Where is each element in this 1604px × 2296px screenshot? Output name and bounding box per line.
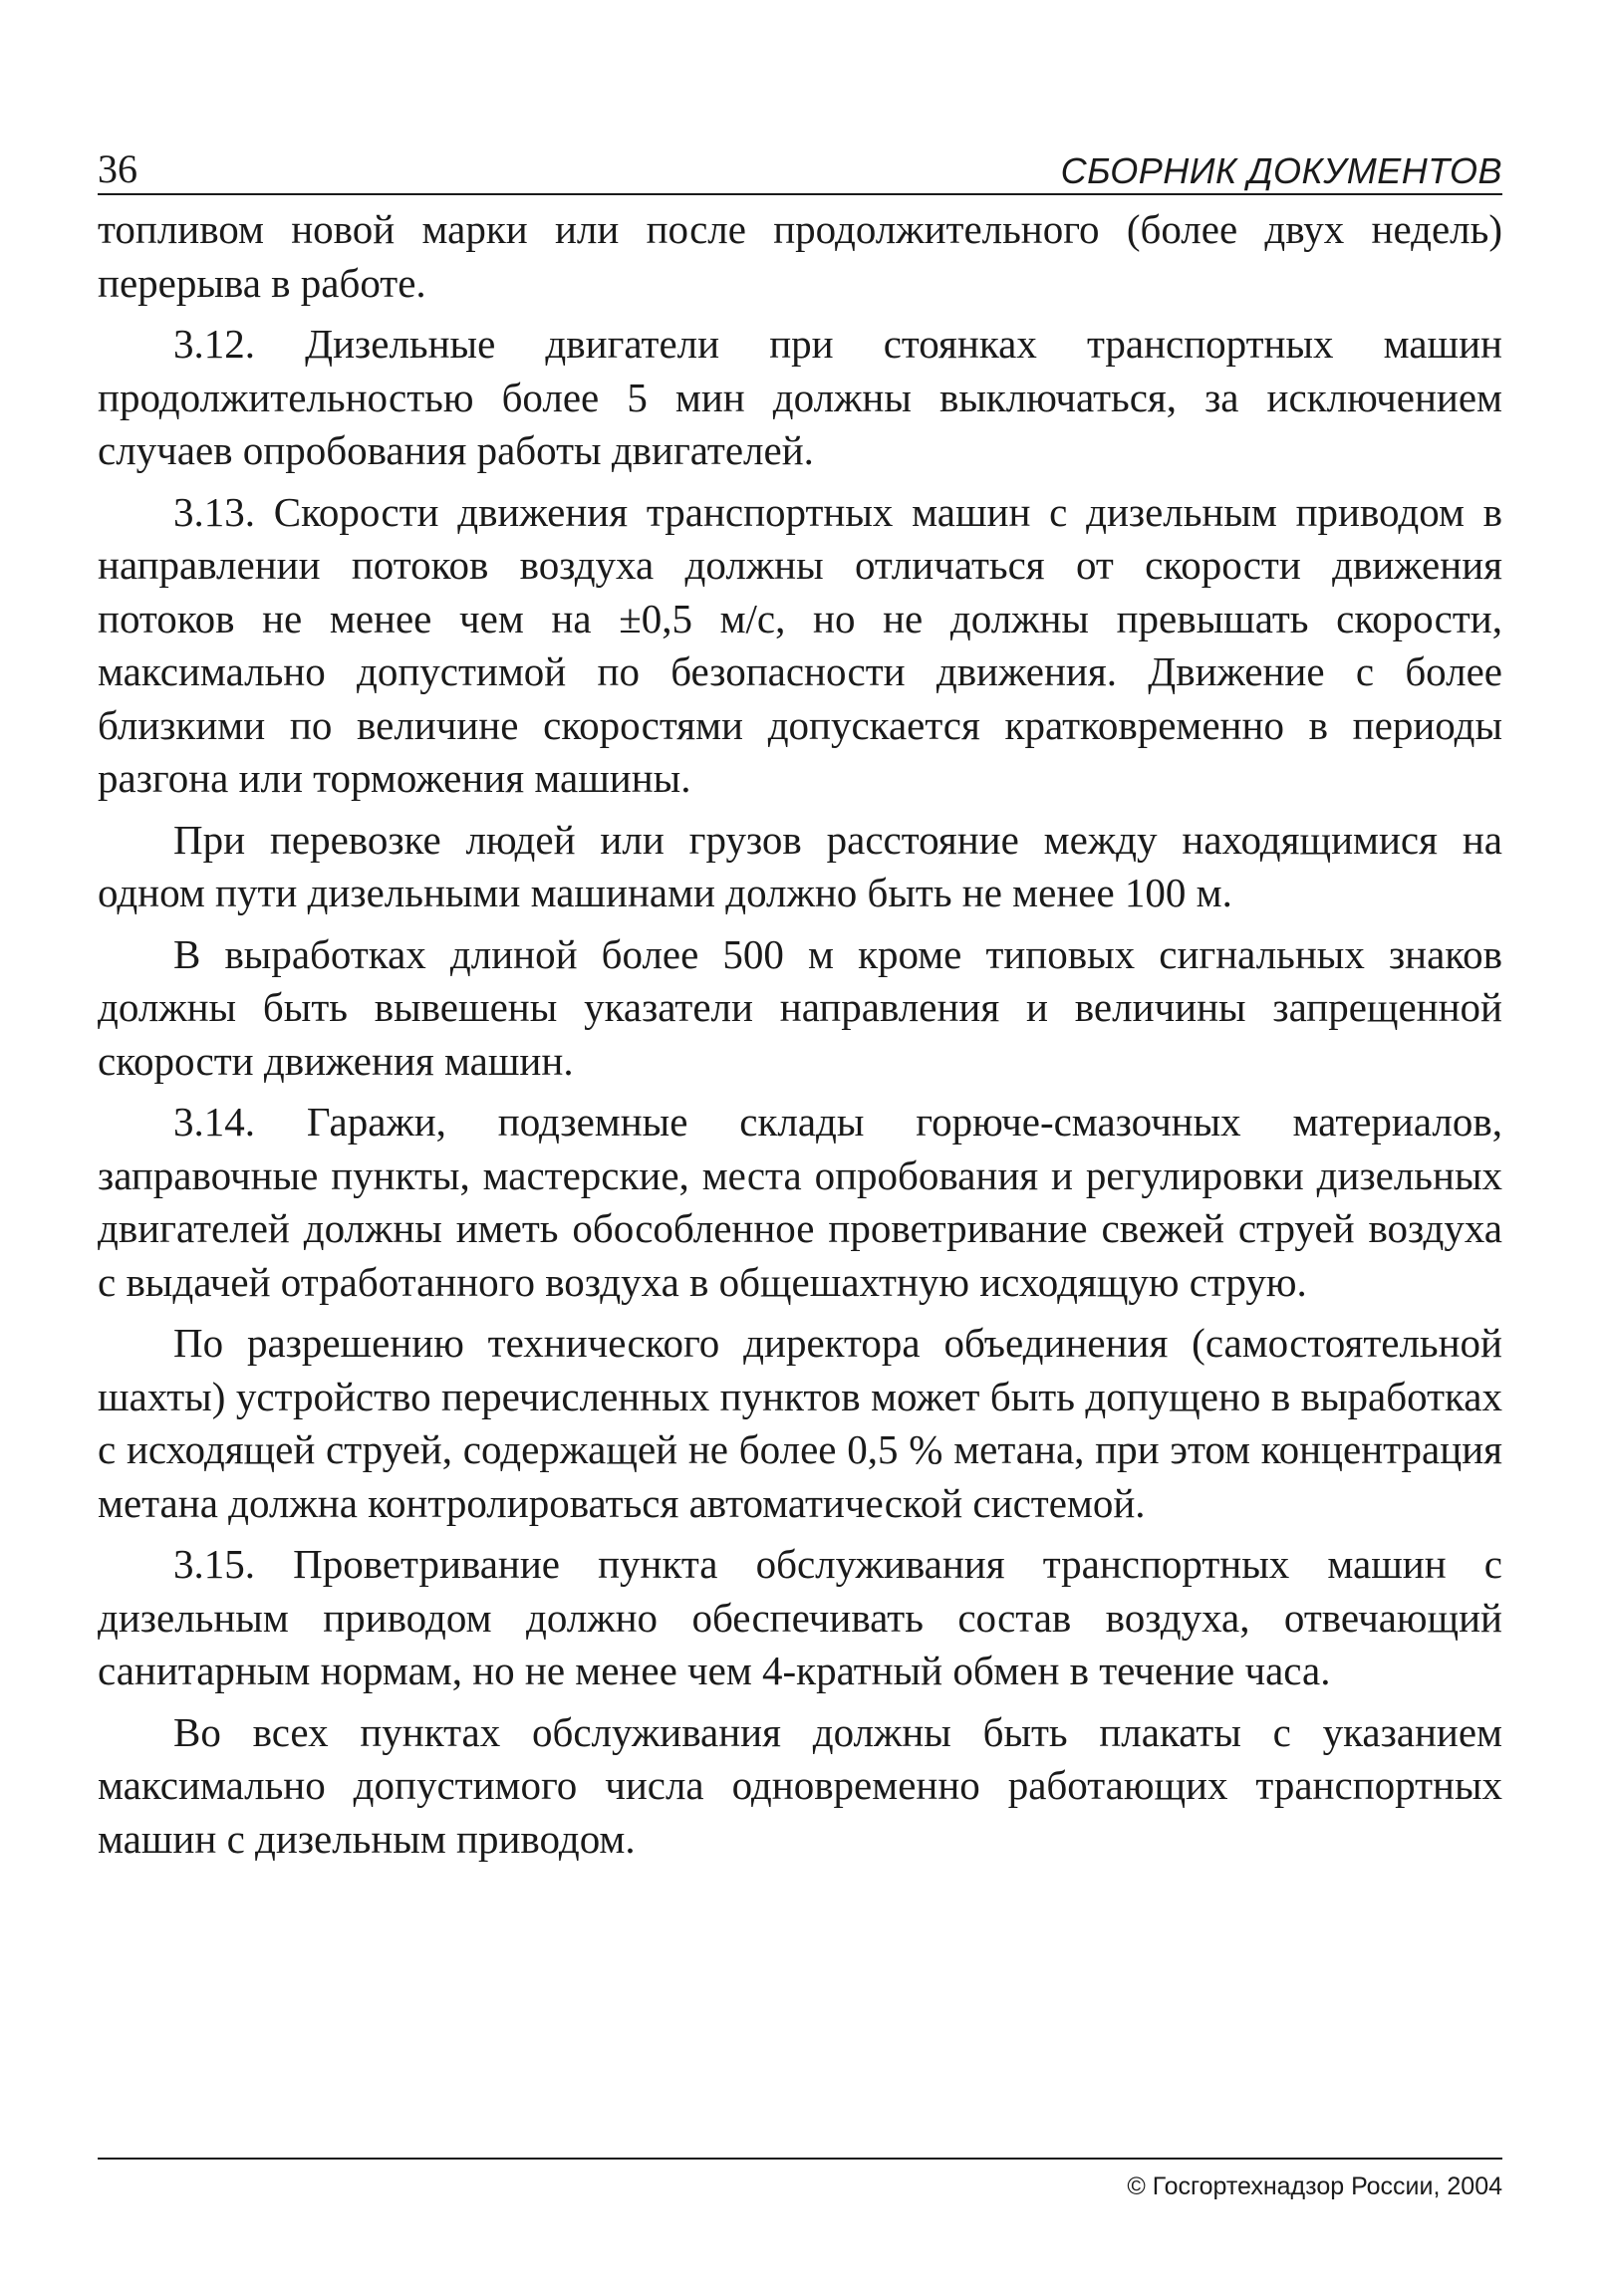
copyright-notice: © Госгортехнадзор России, 2004 xyxy=(1127,2172,1502,2200)
paragraph: 3.12. Дизельные двигатели при стоянках транспортных машин продолжительностью более 5 мин должны выключаться, за исключением случаев опробования работы двигателей. xyxy=(98,321,1502,473)
paragraph: 3.14. Гаражи, подземные склады горюче-смазочных материалов, заправочные пункты, мастерские, места опробования и регулировки дизельных двигателей должны иметь обособленное проветривание свежей струей воздуха с выдачей отработанного воздуха в общешахтную исходящую струю. xyxy=(98,1099,1502,1305)
paragraph: Во всех пунктах обслуживания должны быть плакаты с указанием максимально допустимого числа одновременно работающих транспортных машин с дизельным приводом. xyxy=(98,1708,1502,1862)
document-page xyxy=(98,139,1502,2201)
page-number: 36 xyxy=(98,146,137,191)
page-header xyxy=(98,139,1502,195)
paragraph: По разрешению технического директора объединения (самостоятельной шахты) устройство перечисленных пунктов может быть допущено в выработках с исходящей струей, содержащей не более 0,5 % метана, при этом концентрация метана должна контролироваться автоматической системой. xyxy=(98,1320,1502,1526)
paragraph: 3.13. Скорости движения транспортных машин с дизельным приводом в направлении потоков воздуха должны отличаться от скорости движения потоков не менее чем на ±0,5 м/с, но не должны превышать скорости, максимально допустимой по безопасности движения. Движение с более близкими по величине скоростями допускается кратковременно в периоды разгона или торможения машины. xyxy=(98,488,1502,801)
paragraph: 3.15. Проветривание пункта обслуживания транспортных машин с дизельным приводом должно обеспечивать состав воздуха, отвечающий санитарным нормам, но не менее чем 4-кратный обмен в течение часа. xyxy=(98,1541,1502,1693)
paragraph: В выработках длиной более 500 м кроме типовых сигнальных знаков должны быть вывешены указатели направления и величины запрещенной скорости движения машин. xyxy=(98,930,1502,1084)
running-title: СБОРНИК ДОКУМЕНТОВ xyxy=(1060,150,1502,191)
paragraph: топливом новой марки или после продолжительного (более двух недель) перерыва в работе. xyxy=(98,206,1502,306)
body-text xyxy=(98,203,1502,1866)
paragraph: При перевозке людей или грузов расстояние между находящимися на одном пути дизельными машинами должно быть не менее 100 м. xyxy=(98,816,1502,915)
page-footer xyxy=(98,2158,1502,2201)
